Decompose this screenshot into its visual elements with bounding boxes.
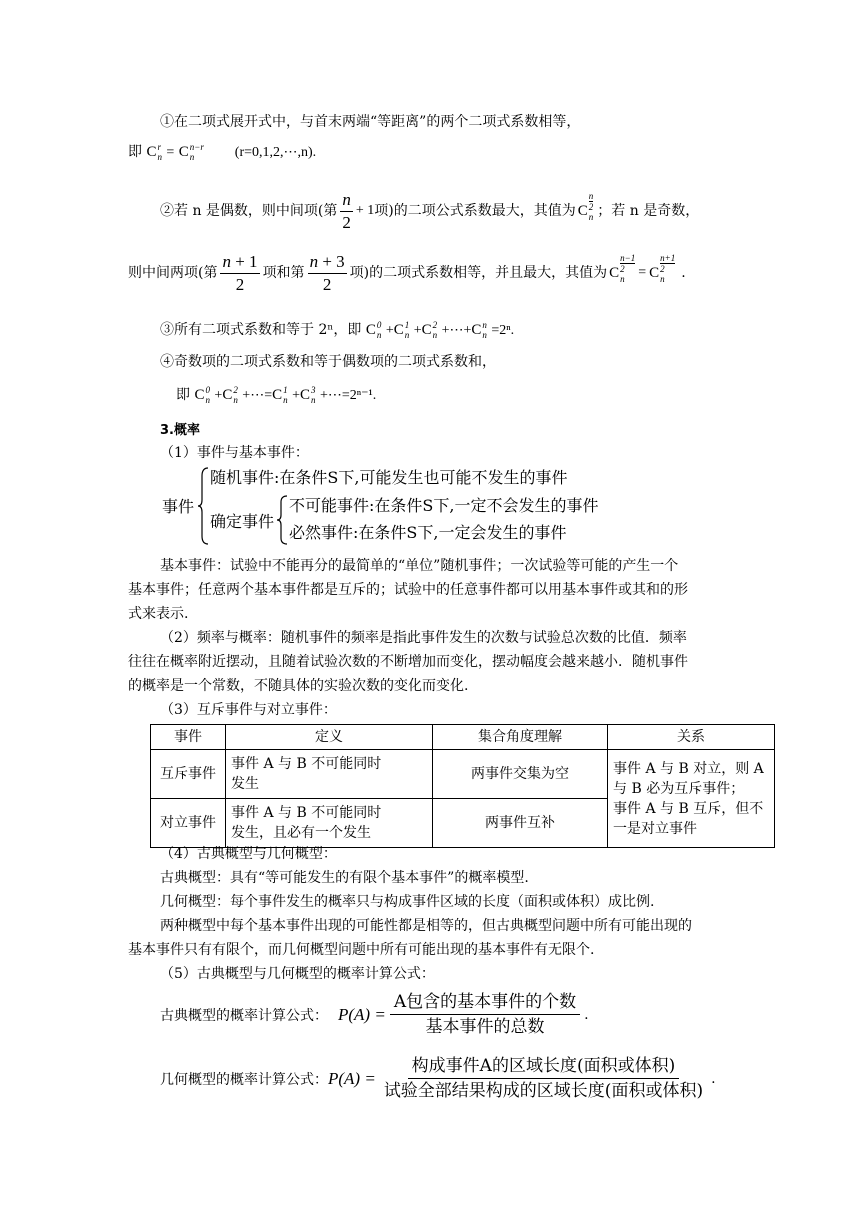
row-opposite-definition (226, 799, 433, 848)
impossible-event: 不可能事件:在条件S下,一定不会发生的事件 (289, 496, 599, 515)
p2-part6: 项)的二项式系数相等，并且最大，其值为 (349, 265, 608, 281)
relation-l2: 与 B 必为互斥事件； (613, 780, 745, 797)
subsection-1: （1）事件与基本事件： (160, 445, 309, 461)
header-event: 事件 (151, 725, 226, 750)
paragraph-4: ④奇数项的二项式系数和等于偶数项的二项式系数和， (160, 354, 496, 370)
certain-event-label: 确定事件 (210, 512, 275, 531)
classical-numerator: A包含的基本事件的个数 (390, 990, 580, 1015)
geometric-numerator: 构成事件A的区域长度(面积或体积) (408, 1054, 680, 1079)
inevitable-event: 必然事件:在条件S下,一定会发生的事件 (289, 523, 567, 542)
classical-fraction (390, 990, 580, 1039)
freq-prob-l3: 的概率是一个常数，不随具体的实验次数的变化而变化. (128, 678, 469, 694)
table-header-row (151, 725, 775, 750)
pa-symbol: P(A) = (338, 1004, 386, 1024)
relation-cell (608, 750, 775, 848)
p4-prefix: 即 (176, 387, 190, 403)
geometric-formula: 几何概型的概率计算公式： P(A) = $\frac{\text{构成事件A的区域长度(面积或体积)}}{\text{试验全部结果构成的区域长度(面积或体积)}}$ . (160, 1056, 716, 1101)
classical-formula-label: 古典概型的概率计算公式： (160, 1007, 328, 1024)
compare-l2: 基本事件只有有限个，而几何概型问题中所有可能出现的基本事件有无限个. (128, 942, 595, 958)
geometric-model: 几何概型：每个事件发生的概率只与构成事件区域的长度（面积或体积）成比例. (160, 894, 655, 910)
row-mutex-definition (226, 750, 433, 799)
geometric-formula-label: 几何概型的概率计算公式： (160, 1071, 328, 1088)
formula-range: (r=0,1,2,⋯,n). (234, 145, 317, 160)
row-opposite-def-l1: 事件 A 与 B 不可能同时 (231, 805, 382, 821)
geometric-fraction (380, 1054, 707, 1103)
relation-l3: 事件 A 与 B 互斥，但不 (613, 800, 764, 817)
paragraph-2-line1: ②若 n 是偶数，则中间项(第 $\frac{n}{2}$ + 1 项)的二项公式系数最大，其值为 C n 2 n ；若 n 是奇数， (160, 189, 700, 232)
fraction-n-plus-1-over-2: $\frac{n + 1}{2}$ (222, 251, 258, 294)
outer-brace (198, 466, 210, 546)
relation-l1: 事件 A 与 B 对立，则 A (613, 760, 764, 777)
row-mutex-name: 互斥事件 (151, 750, 226, 799)
row-opposite-set: 两事件互补 (433, 799, 608, 848)
row-opposite-name: 对立事件 (151, 799, 226, 848)
header-relation: 关系 (608, 725, 775, 750)
basic-event-l3: 式来表示. (128, 606, 189, 622)
classical-formula: 古典概型的概率计算公式： P(A) = $\frac{\text{A包含的基本事件的个数}}{\text{基本事件的总数}}$ . (160, 992, 589, 1037)
row-mutex-set: 两事件交集为空 (433, 750, 608, 799)
subsection-5: （5）古典概型与几何概型的概率计算公式： (160, 966, 435, 982)
classical-model: 古典概型：具有“等可能发生的有限个基本事件”的概率模型. (160, 870, 529, 886)
p2-part1: ②若 n 是偶数，则中间项(第 (160, 203, 338, 219)
classical-denominator: 基本事件的总数 (425, 1017, 545, 1037)
relation-l4: 一是对立事件 (613, 820, 697, 837)
events-table (150, 724, 775, 848)
basic-event-l1: 基本事件：试验中不能再分的最简单的“单位”随机事件；一次试验等可能的产生一个 (160, 558, 679, 574)
header-set-view: 集合角度理解 (433, 725, 608, 750)
formula-prefix: 即 (128, 144, 142, 160)
header-definition: 定义 (226, 725, 433, 750)
p2-part5: 项和第 (262, 265, 305, 281)
freq-prob-l2: 往往在概率附近摆动，且随着试验次数的不断增加而变化，摆动幅度会越来越小．随机事件 (128, 654, 688, 670)
paragraph-2-line2: 则中间两项(第 $\frac{n + 1}{2}$ 项和第 $\frac{n + 3}{2}$ 项)的二项式系数相等，并且最大，其值为 C n−1 2 n = C n+1 2 n . (128, 251, 686, 294)
compare-l1: 两种概型中每个基本事件出现的可能性都是相等的，但古典概型问题中所有可能出现的 (160, 918, 692, 934)
p3-tail: =2ⁿ. (491, 323, 515, 338)
p2-part2: 项)的二项公式系数最大，其值为 (374, 203, 576, 219)
p3-text: ③所有二项式系数和等于 2ⁿ，即 (160, 322, 362, 338)
pa-symbol: P(A) = (328, 1068, 376, 1088)
row-mutex-def-l1: 事件 A 与 B 不可能同时 (231, 756, 382, 772)
p2-part3: ；若 n 是奇数， (597, 203, 700, 219)
inner-brace (277, 494, 289, 546)
paragraph-1: ①在二项式展开式中，与首末两端“等距离”的两个二项式系数相等， (160, 114, 581, 130)
random-event: 随机事件:在条件S下,可能发生也可能不发生的事件 (210, 468, 568, 487)
freq-prob-l1: （2）频率与概率：随机事件的频率是指此事件发生的次数与试验总次数的比值．频率 (160, 630, 687, 646)
fraction-n-plus-3-over-2: $\frac{n + 3}{2}$ (309, 251, 345, 294)
p4-tail: =2ⁿ⁻¹. (341, 388, 377, 403)
symmetry-formula: 即 C r n = C n−r n (r=0,1,2,⋯,n). (128, 142, 317, 162)
fraction-n-over-2: $\frac{n}{2}$ (342, 189, 351, 232)
paragraph-3: ③所有二项式系数和等于 2ⁿ，即 C 0 n +C 1 n +C 2 n +⋯+C n n =2ⁿ. (160, 320, 515, 340)
table-row (151, 750, 775, 799)
row-opposite-def-l2: 发生，且必有一个发生 (231, 825, 371, 841)
basic-event-l2: 基本事件；任意两个基本事件都是互斥的；试验中的任意事件都可以用基本事件或其和的形 (128, 582, 688, 598)
subsection-3: （3）互斥事件与对立事件： (160, 702, 337, 718)
row-mutex-def-l2: 发生 (231, 776, 259, 792)
section-heading: 3.概率 (160, 423, 200, 438)
paragraph-4-formula: 即 C 0 n +C 2 n +⋯=C 1 n +C 3 n +⋯=2ⁿ⁻¹. (176, 385, 377, 405)
subsection-4: （4）古典概型与几何概型： (160, 846, 337, 862)
event-label: 事件 (162, 497, 195, 516)
p2-part4: 则中间两项(第 (128, 265, 218, 281)
geometric-denominator: 试验全部结果构成的区域长度(面积或体积) (383, 1081, 704, 1101)
